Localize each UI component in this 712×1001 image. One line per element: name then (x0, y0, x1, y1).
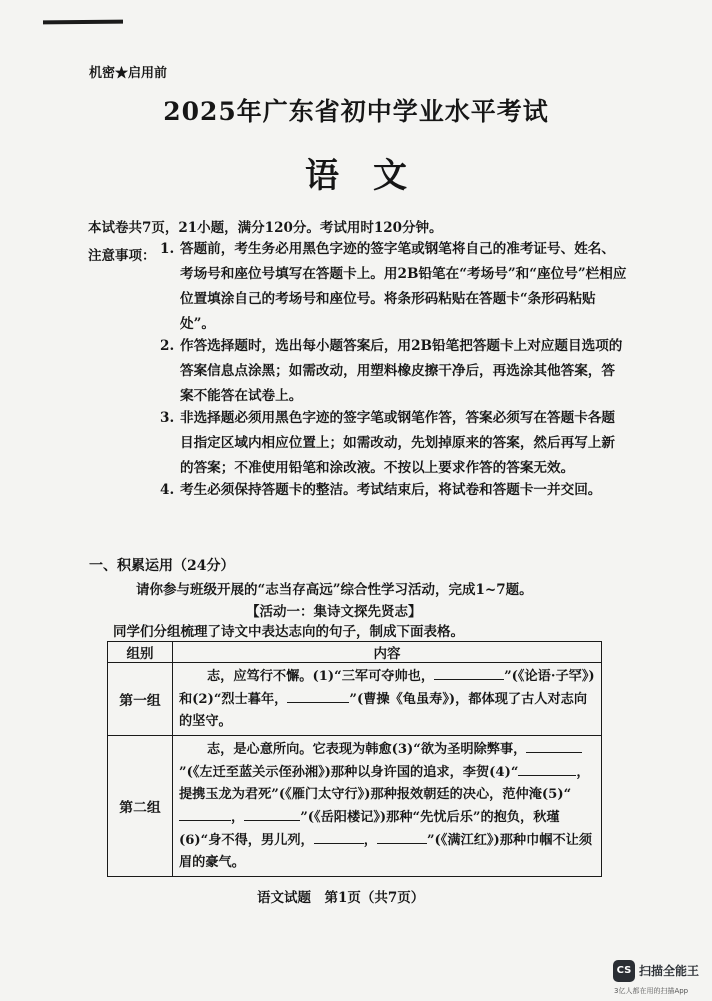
table-header-group: 组别 (108, 642, 173, 663)
answer-blank[interactable] (434, 665, 504, 680)
content-text: ”(《岳阳楼记》)那种“先忧后乐”的抱负，秋瑾(6)“身不得，男儿列， (179, 810, 560, 848)
content-text: ”(《论语·子罕》)和(2)“烈士暮年， (179, 669, 595, 707)
section-heading: 一、积累运用（24分） (89, 558, 235, 574)
notice-number: 4. (160, 482, 175, 498)
notice-item (160, 334, 628, 409)
content-text: ”(《左迁至蓝关示侄孙湘》)那种以身许国的追求，李贺(4)“ (179, 765, 519, 780)
notice-label: 注意事项： (88, 248, 156, 264)
camscanner-logo-icon: CS (613, 960, 635, 982)
camscanner-app-name: 扫描全能王 (639, 964, 700, 978)
poetry-table (107, 641, 602, 877)
notice-text: 答题前，考生务必用黑色字迹的签字笔或钢笔将自己的准考证号、姓名、考场号和座位号填写在答题卡上。用2B铅笔在“考场号”和“座位号”栏相应位置填涂自己的考场号和座位号。将条形码粘贴在答题卡“条形码粘贴处”。 (180, 241, 627, 332)
answer-blank[interactable] (244, 806, 300, 821)
answer-blank[interactable] (314, 829, 364, 844)
table-header-content: 内容 (173, 642, 602, 663)
activity-intro: 同学们分组梳理了诗文中表达志向的句子，制成下面表格。 (113, 624, 464, 640)
content-text: 志，是心意所向。它表现为韩愈(3)“欲为圣明除弊事， (207, 742, 527, 757)
table-row (108, 663, 602, 736)
group-label: 第二组 (108, 736, 173, 877)
table-row (108, 736, 602, 877)
answer-blank[interactable] (518, 761, 576, 776)
notice-text: 非选择题必须用黑色字迹的签字笔或钢笔作答，答案必须写在答题卡各题目指定区域内相应位置上；如需改动，先划掉原来的答案，然后再写上新的答案；不准使用铅笔和涂改液。不按以上要求作答的答案无效。 (180, 410, 615, 476)
answer-blank[interactable] (179, 806, 231, 821)
activity-title: 【活动一：集诗文探先贤志】 (246, 604, 422, 620)
notice-text: 考生必须保持答题卡的整洁。考试结束后，将试卷和答题卡一并交回。 (180, 482, 602, 498)
page-footer: 语文试题 第1页（共7页） (257, 890, 425, 906)
camscanner-tagline: 3亿人都在用的扫描App (614, 987, 689, 995)
content-text: ， (363, 833, 377, 848)
group-label: 第一组 (108, 663, 173, 736)
table-header-row (108, 642, 602, 663)
group-content (173, 663, 602, 736)
content-text: 志，应笃行不懈。(1)“三军可夺帅也， (207, 669, 435, 684)
scan-edge-mark (43, 20, 123, 25)
group-content (173, 736, 602, 877)
exam-summary: 本试卷共7页，21小题，满分120分。考试用时120分钟。 (88, 220, 443, 236)
content-text: ，提携玉龙为君死”(《雁门太守行》)那种报效朝廷的决心，范仲淹(5)“ (179, 765, 590, 802)
confidential-label: 机密★启用前 (89, 66, 168, 81)
notice-item (160, 478, 628, 503)
subject-title: 语文 (305, 156, 441, 196)
content-text: ， (231, 810, 245, 825)
notice-number: 3. (160, 410, 175, 426)
notice-text: 作答选择题时，选出每小题答案后，用2B铅笔把答题卡上对应题目选项的答案信息点涂黑；如需改动，用塑料橡皮擦干净后，再选涂其他答案，答案不能答在试卷上。 (180, 338, 623, 404)
content-text: ”(《满江红》)那种巾帼不让须眉的豪气。 (179, 833, 593, 870)
answer-blank[interactable] (526, 738, 582, 753)
notice-number: 1. (160, 241, 175, 257)
answer-blank[interactable] (287, 688, 349, 703)
exam-title: 2025年广东省初中学业水平考试 (163, 97, 549, 126)
section-description: 请你参与班级开展的“志当存高远”综合性学习活动，完成1~7题。 (136, 582, 533, 598)
answer-blank[interactable] (377, 829, 427, 844)
notice-item (160, 406, 628, 481)
content-text: ”(曹操《龟虽寿》)，都体现了古人对志向的坚守。 (179, 692, 588, 729)
notice-number: 2. (160, 338, 175, 354)
notice-item (160, 237, 628, 337)
